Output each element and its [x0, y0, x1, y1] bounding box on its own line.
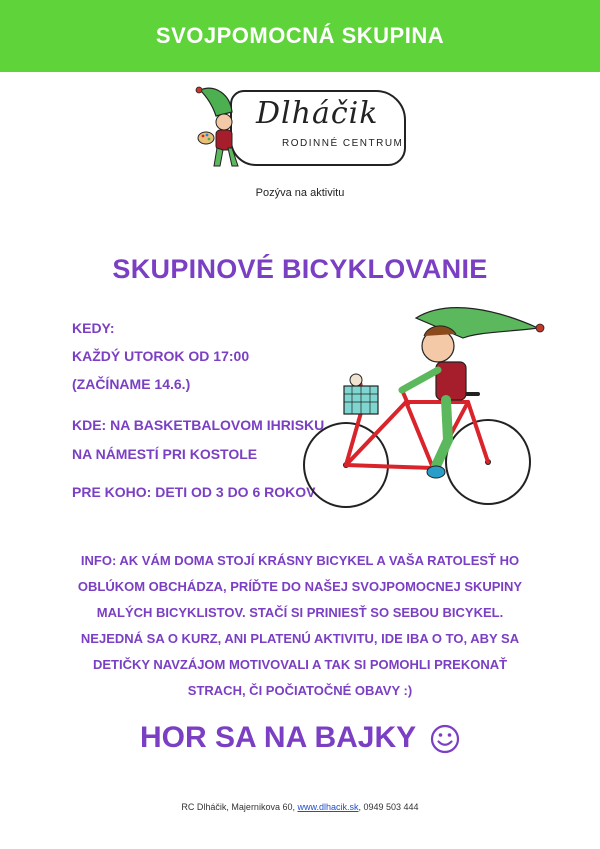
- info-line: NEJEDNÁ SA O KURZ, ANI PLATENÚ AKTIVITU, IDE IBA O TO, ABY SA: [80, 631, 520, 646]
- elf-logo-icon: [190, 82, 260, 174]
- bicycle-illustration: [298, 290, 548, 525]
- invite-text: Pozýva na aktivitu: [255, 187, 345, 199]
- slogan: HOR SA NA BAJKY: [140, 721, 416, 754]
- smiley-icon: [430, 724, 460, 754]
- info-line: MALÝCH BICYKLISTOV. STAČÍ SI PRINIESŤ SO SEBOU BICYKEL.: [96, 605, 504, 620]
- logo-subtitle: RODINNÉ CENTRUM: [282, 138, 404, 149]
- info-line: STRACH, ČI POČIATOČNÉ OBAVY :): [187, 683, 413, 698]
- header-banner: SVOJPOMOCNÁ SKUPINA: [0, 0, 600, 72]
- where-line-1: KDE: NA BASKETBALOVOM IHRISKU: [72, 417, 325, 433]
- when-label: KEDY:: [72, 320, 115, 336]
- website-link[interactable]: www.dlhacik.sk: [297, 802, 359, 812]
- info-line: INFO: AK VÁM DOMA STOJÍ KRÁSNY BICYKEL A VAŠA RATOLESŤ HO: [80, 553, 520, 568]
- when-value: KAŽDÝ UTOROK OD 17:00: [72, 348, 250, 364]
- logo: [190, 82, 410, 174]
- for-whom: PRE KOHO: DETI OD 3 DO 6 ROKOV: [72, 484, 316, 500]
- footer: [0, 802, 600, 812]
- info-paragraph: [40, 548, 560, 704]
- logo-name: Dlháčik: [256, 96, 379, 131]
- where-line-2: NA NÁMESTÍ PRI KOSTOLE: [72, 446, 258, 462]
- footer-phone: , 0949 503 444: [358, 802, 419, 812]
- info-line: OBLÚKOM OBCHÁDZA, PRÍĎTE DO NAŠEJ SVOJPOMOCNEJ SKUPINY: [77, 579, 523, 594]
- info-line: DETIČKY NAVZÁJOM MOTIVOVALI A TAK SI POMOHLI PREKONAŤ: [92, 657, 508, 672]
- event-title: SKUPINOVÉ BICYKLOVANIE: [112, 254, 488, 284]
- slogan-line: [0, 721, 600, 755]
- footer-address: RC Dlháčik, Majernikova 60,: [181, 802, 298, 812]
- start-date: (ZAČÍNAME 14.6.): [72, 376, 191, 392]
